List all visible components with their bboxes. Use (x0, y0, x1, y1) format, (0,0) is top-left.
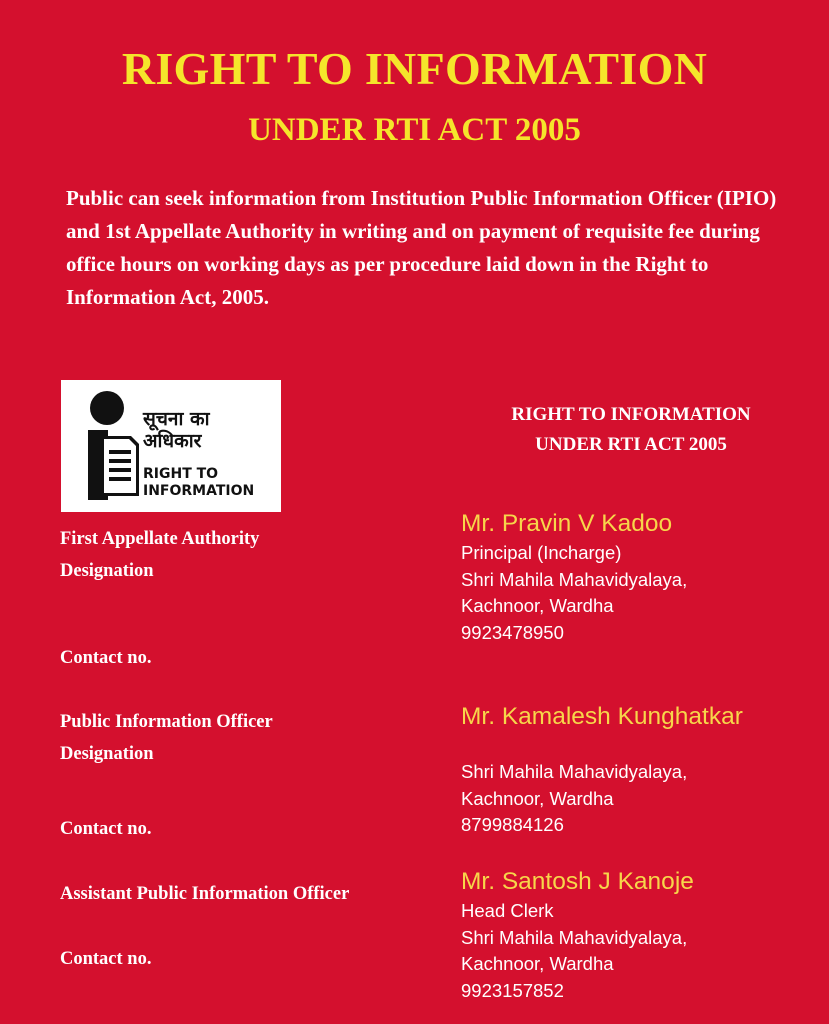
logo-hindi-line-2: अधिकार (143, 430, 202, 452)
label-apio-contact: Contact no. (60, 949, 152, 969)
pio-details (461, 759, 687, 839)
apio-college: Shri Mahila Mahavidyalaya, (461, 926, 688, 948)
right-heading-line-2: UNDER RTI ACT 2005 (535, 434, 727, 455)
logo-english-line-2: INFORMATION (143, 483, 255, 499)
pio-college: Shri Mahila Mahavidyalaya, (461, 761, 688, 782)
label-public-information-officer: Public Information Officer (60, 712, 273, 732)
logo-english-line-1: RIGHT TO (143, 466, 219, 482)
apio-details (461, 898, 687, 1004)
logo-hindi-text (143, 408, 210, 452)
faa-details (461, 540, 687, 646)
faa-name: Mr. Pravin V Kadoo (461, 510, 673, 537)
logo-hindi-line-1: सूचना का (143, 408, 210, 430)
faa-college: Shri Mahila Mahavidyalaya, (461, 568, 688, 590)
label-first-appellate-authority: First Appellate Authority (60, 529, 260, 549)
rti-logo (61, 380, 281, 512)
page-title: RIGHT TO INFORMATION (121, 43, 708, 94)
pio-location: Kachnoor, Wardha (461, 787, 614, 809)
apio-location: Kachnoor, Wardha (461, 953, 614, 974)
label-faa-contact: Contact no. (60, 648, 152, 668)
apio-designation: Head Clerk (461, 900, 554, 921)
logo-english-text (143, 466, 254, 500)
pio-phone: 8799884126 (461, 814, 564, 835)
label-faa-designation: Designation (60, 561, 154, 581)
label-pio-contact: Contact no. (60, 819, 152, 839)
person-document-icon (83, 386, 143, 504)
faa-phone: 9923478950 (461, 621, 564, 643)
label-assistant-public-information-officer: Assistant Public Information Officer (60, 884, 350, 904)
intro-paragraph: Public can seek information from Institution Public Information Officer (IPIO) and 1st Appellate Authority in writing and on payment of requisite fee during office hours on working days as per procedure laid down in the Right to Information Act, 2005. (66, 186, 777, 309)
faa-designation: Principal (Incharge) (461, 542, 622, 563)
label-pio-designation: Designation (60, 744, 154, 764)
page-subtitle: UNDER RTI ACT 2005 (248, 112, 581, 148)
right-heading-line-1: RIGHT TO INFORMATION (511, 404, 751, 425)
apio-name: Mr. Santosh J Kanoje (461, 868, 694, 895)
pio-name: Mr. Kamalesh Kunghatkar (461, 703, 743, 730)
faa-location: Kachnoor, Wardha (461, 595, 614, 616)
apio-phone: 9923157852 (461, 979, 564, 1001)
